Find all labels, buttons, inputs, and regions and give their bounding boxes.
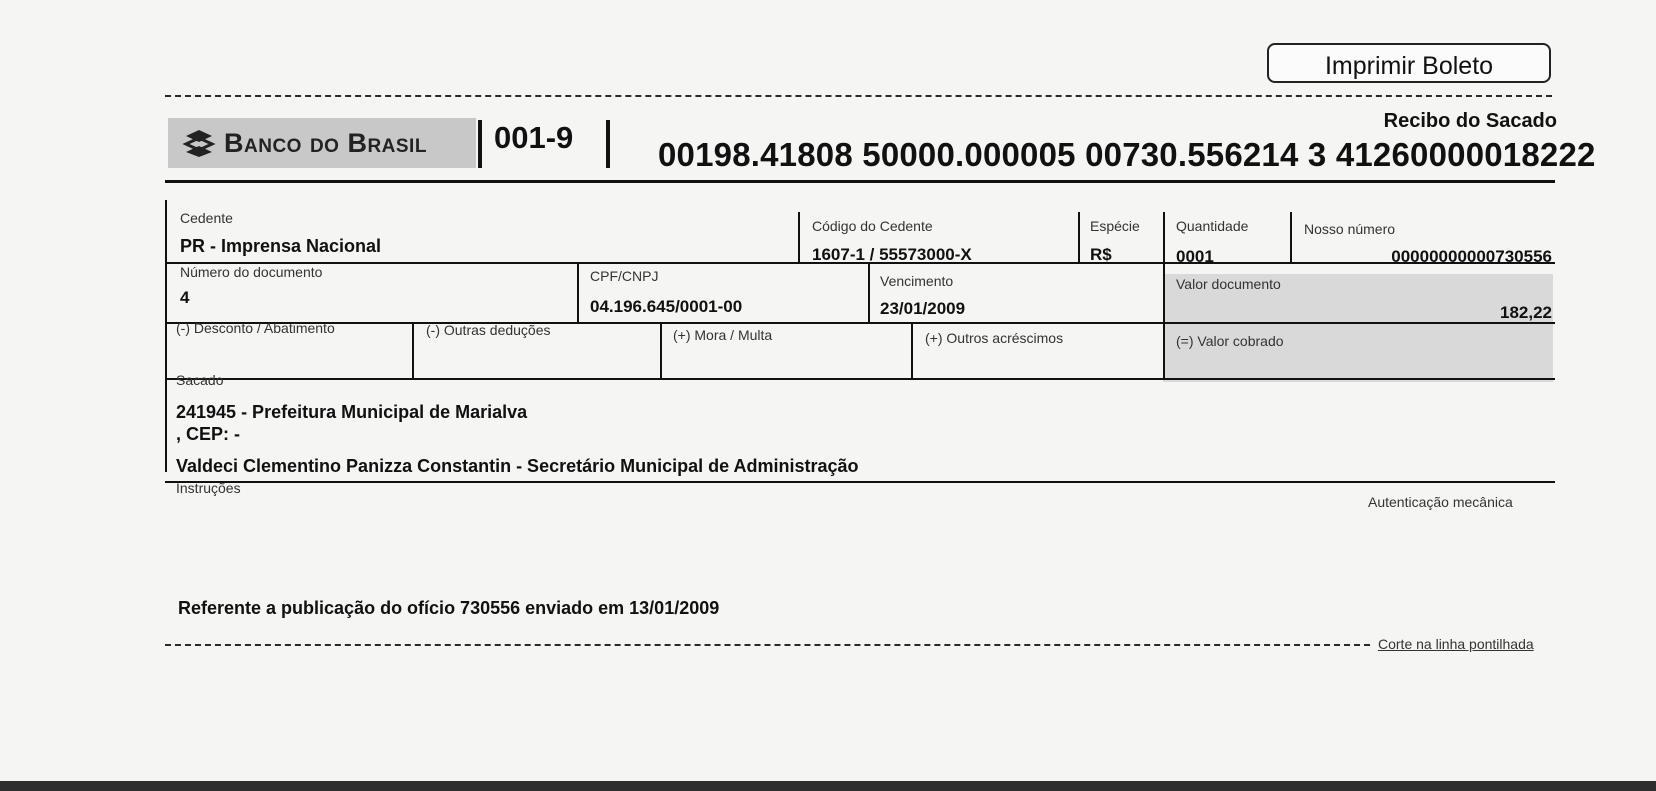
print-boleto-button[interactable]: Imprimir Boleto bbox=[1267, 43, 1551, 83]
vencimento-label: Vencimento bbox=[880, 273, 954, 289]
especie-label: Espécie bbox=[1090, 218, 1140, 234]
instrucoes-label: Instruções bbox=[176, 480, 241, 496]
numero-documento-label: Número do documento bbox=[180, 264, 323, 280]
top-cut-line bbox=[165, 95, 1552, 97]
mora-multa-label: (+) Mora / Multa bbox=[673, 327, 773, 343]
bottom-cut-line bbox=[165, 644, 1370, 646]
cedente-label: Cedente bbox=[180, 210, 233, 226]
quantidade-value: 0001 bbox=[1176, 247, 1214, 266]
autenticacao-label: Autenticação mecânica bbox=[1368, 494, 1513, 510]
valor-documento-value: 182,22 bbox=[1500, 303, 1552, 322]
cedente-value: PR - Imprensa Nacional bbox=[180, 236, 382, 256]
desconto-label: (-) Desconto / Abatimento bbox=[176, 320, 335, 336]
sacado-line-2: , CEP: - bbox=[176, 424, 241, 444]
numero-documento-value: 4 bbox=[180, 288, 190, 307]
outros-acrescimos-label: (+) Outros acréscimos bbox=[925, 330, 1064, 346]
grid-v-cpf bbox=[577, 262, 579, 322]
valor-documento-label: Valor documento bbox=[1176, 276, 1281, 292]
scan-edge bbox=[0, 781, 1656, 791]
grid-row3-bottom bbox=[165, 378, 1555, 380]
referente-text: Referente a publicação do ofício 730556 enviado em 13/01/2009 bbox=[178, 598, 720, 618]
sacado-line-1: 241945 - Prefeitura Municipal de Marialva bbox=[176, 402, 528, 422]
especie-value: R$ bbox=[1090, 245, 1112, 264]
grid-v-codigo bbox=[798, 212, 800, 262]
corte-label: Corte na linha pontilhada bbox=[1378, 636, 1534, 652]
grid-v-acresc bbox=[911, 322, 913, 378]
quantidade-label: Quantidade bbox=[1176, 218, 1249, 234]
grid-left bbox=[165, 200, 167, 472]
outras-deducoes-label: (-) Outras deduções bbox=[426, 322, 551, 338]
grid-v-mora bbox=[660, 322, 662, 378]
sacado-label: Sacado bbox=[176, 372, 224, 388]
nosso-numero-value: 00000000000730556 bbox=[1391, 247, 1552, 266]
recibo-do-sacado-label: Recibo do Sacado bbox=[1383, 110, 1557, 132]
bank-logo bbox=[168, 118, 476, 168]
grid-v-outras bbox=[412, 322, 414, 378]
grid-v-especie bbox=[1078, 212, 1080, 262]
header-rule bbox=[165, 180, 1555, 183]
sacado-line-3: Valdeci Clementino Panizza Constantin - Secretário Municipal de Administração bbox=[176, 456, 859, 476]
grid-v-venc bbox=[868, 262, 870, 322]
bank-divider-1 bbox=[478, 120, 482, 168]
grid-v-nosso bbox=[1290, 212, 1292, 262]
grid-sacado-bottom bbox=[165, 481, 1555, 483]
bank-name: Banco do Brasil bbox=[224, 127, 427, 158]
linha-digitavel: 00198.41808 50000.000005 00730.556214 3 41260000018222 bbox=[658, 136, 1596, 173]
cpf-cnpj-label: CPF/CNPJ bbox=[590, 268, 659, 284]
cpf-cnpj-value: 04.196.645/0001-00 bbox=[590, 297, 743, 316]
codigo-cedente-value: 1607-1 / 55573000-X bbox=[812, 245, 972, 264]
vencimento-value: 23/01/2009 bbox=[880, 299, 966, 318]
codigo-cedente-label: Código do Cedente bbox=[812, 218, 933, 234]
bank-code: 001-9 bbox=[494, 120, 574, 155]
nosso-numero-label: Nosso número bbox=[1304, 221, 1396, 237]
bank-symbol-icon bbox=[182, 128, 216, 158]
bank-divider-2 bbox=[606, 120, 610, 168]
grid-v-quantidade bbox=[1163, 212, 1165, 378]
valor-cobrado-label: (=) Valor cobrado bbox=[1176, 333, 1284, 349]
